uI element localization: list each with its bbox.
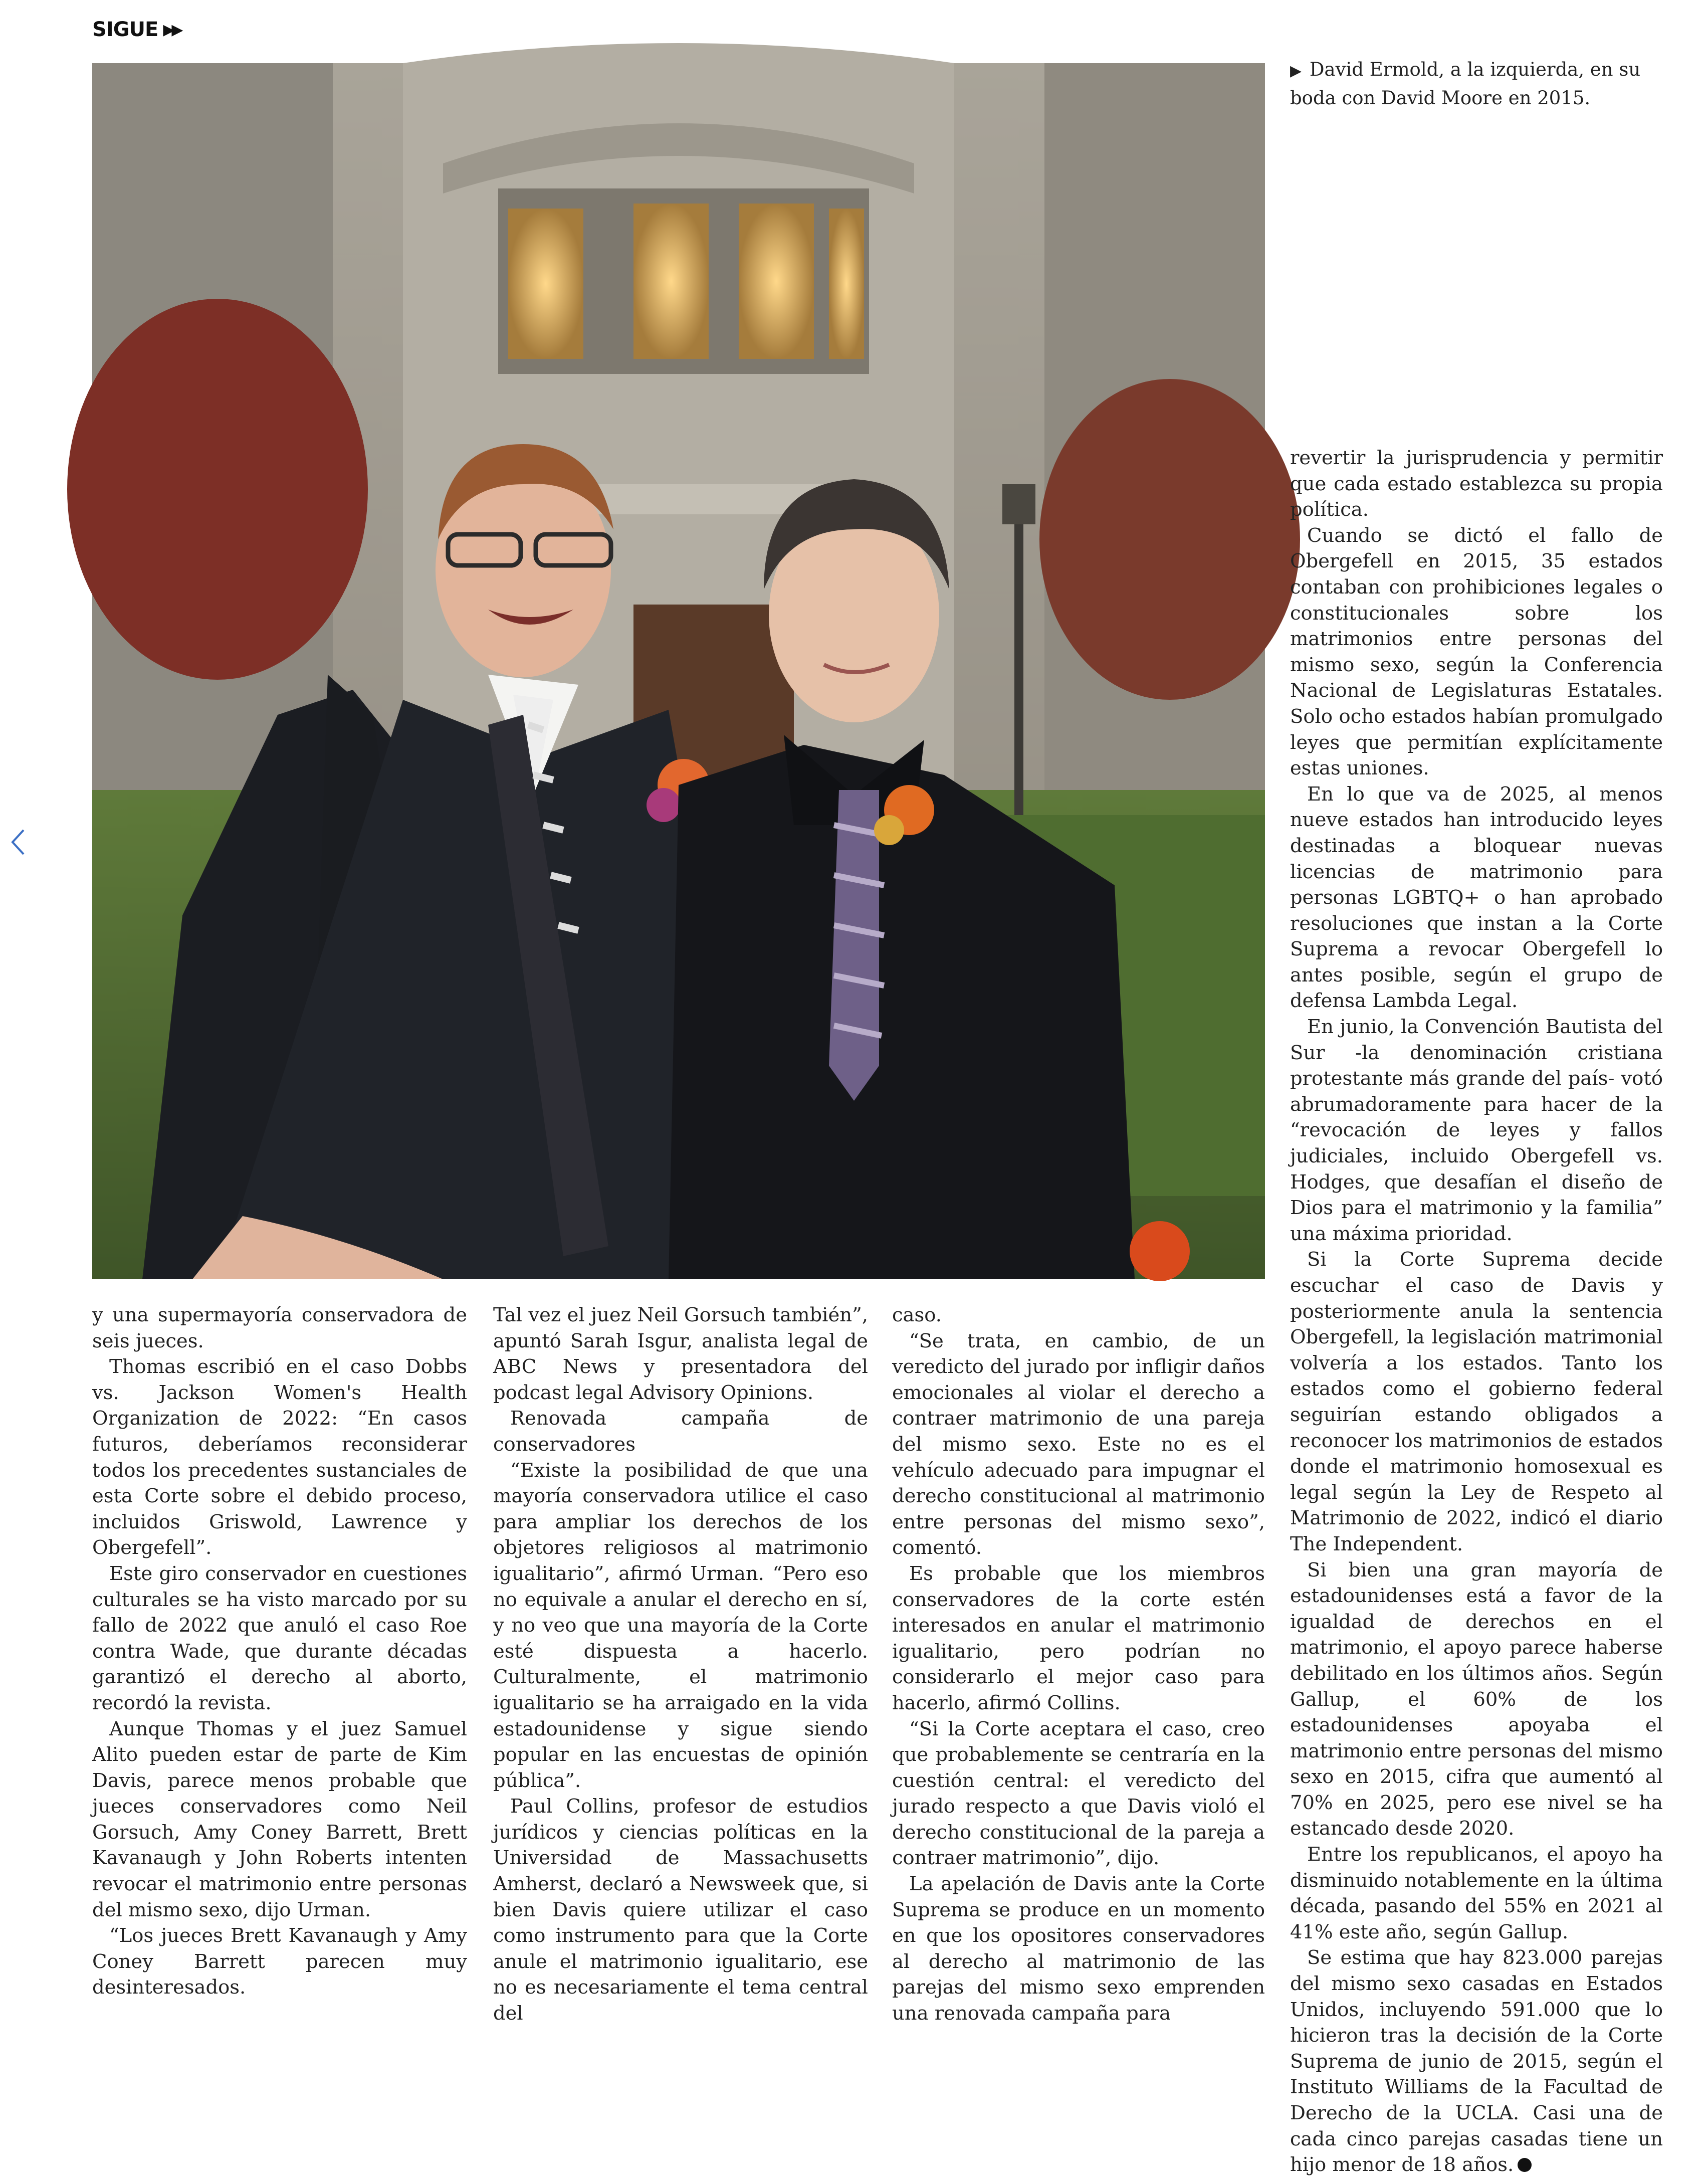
paragraph: “Si la Corte aceptara el caso, creo que probablemente se centraría en la cuestión central: el veredicto del jurado respecto a que Davis violó el derecho constitucional de la pareja a contraer matrimonio”, dijo. xyxy=(892,1717,1265,1870)
paragraph: Aunque Thomas y el juez Samuel Alito pueden estar de parte de Kim Davis, parece menos probable que jueces conservadores como Neil Gorsuch, Amy Coney Barrett, Brett Kavanaugh y John Roberts intenten revocar el matrimonio entre personas del mismo sexo, dijo Urman. xyxy=(92,1717,467,1921)
end-of-article-icon xyxy=(1518,2158,1532,2172)
article-column-1 xyxy=(92,1302,467,2001)
article-column-4 xyxy=(1290,445,1663,2178)
caption-text: David Ermold, a la izquierda, en su boda con David Moore en 2015. xyxy=(1290,59,1641,109)
article-column-2 xyxy=(493,1302,868,2027)
section-label xyxy=(92,18,180,41)
chevron-left-icon xyxy=(11,828,26,856)
paragraph-last xyxy=(1290,1945,1663,2177)
paragraph: caso. xyxy=(892,1304,942,1326)
article-column-3 xyxy=(892,1302,1265,2027)
paragraph: “Se trata, en cambio, de un veredicto del jurado por infligir daños emocionales al violar el derecho a contraer matrimonio de una pareja del mismo sexo. Este no es el vehículo adecuado para impugnar el derecho constitucional al matrimonio entre personas del mismo sexo”, comentó. xyxy=(892,1329,1265,1559)
photo-illustration xyxy=(92,63,1265,1279)
paragraph: “Existe la posibilidad de que una mayoría conservadora utilice el caso para ampliar los derechos de los objetores religiosos al matrimonio igualitario”, afirmó Urman. “Pero eso no equivale a anular el derecho en sí, y no veo que una mayoría de la Corte esté dispuesta a hacerlo. Culturalmente, el matrimonio igualitario se ha arraigado en la vida estadounidense y sigue siendo popular en las encuestas de opinión pública”. xyxy=(493,1459,868,1792)
paragraph: Entre los republicanos, el apoyo ha disminuido notablemente en la última década, pasando del 55% en 2021 al 41% este año, según Gallup. xyxy=(1290,1843,1663,1943)
double-arrow-icon: ▶▶ xyxy=(163,21,180,39)
last-paragraph-text: Se estima que hay 823.000 parejas del mismo sexo casadas en Estados Unidos, incluyendo 591.000 que lo hicieron tras la decisión de la Corte Suprema de junio de 2015, según el Instituto Williams de la Facultad de Derecho de la UCLA. Casi una de cada cinco parejas casadas tiene un hijo menor de 18 años. xyxy=(1290,1946,1663,2176)
paragraph: Tal vez el juez Neil Gorsuch también”, apuntó Sarah Isgur, analista legal de ABC News y presentadora del podcast legal Advisory Opinions. xyxy=(493,1304,868,1404)
paragraph: Es probable que los miembros conservadores de la corte estén interesados en anular el matrimonio igualitario, pero podrían no considerarlo el mejor caso para hacerlo, afirmó Collins. xyxy=(892,1562,1265,1714)
paragraph: En junio, la Convención Bautista del Sur -la denominación cristiana protestante más grande del país- votó abrumadoramente para hacer de la “revocación de leyes y fallos judiciales, incluido Obergefell vs. Hodges, que desafían el diseño de Dios para el matrimonio y la familia” una máxima prioridad. xyxy=(1290,1016,1663,1245)
section-subheading: Renovada campaña de conservadores xyxy=(493,1407,868,1456)
paragraph: La apelación de Davis ante la Corte Suprema se produce en un momento en que los opositores conservadores al derecho al matrimonio de las parejas del mismo sexo emprenden una renovada campaña para xyxy=(892,1873,1265,2025)
paragraph: En lo que va de 2025, al menos nueve estados han introducido leyes destinadas a bloquear nuevas licencias de matrimonio para personas LGBTQ+ o han aprobado resoluciones que instan a la Corte Suprema a revocar Obergefell lo antes posible, según el grupo de defensa Lambda Legal. xyxy=(1290,782,1663,1013)
previous-page-button[interactable] xyxy=(7,825,29,860)
paragraph: Paul Collins, profesor de estudios jurídicos y ciencias políticas en la Universidad de Massachusetts Amherst, declaró a Newsweek que, si bien Davis quiere utilizar el caso como instrumento para que la Corte anule el matrimonio igualitario, ese no es necesariamente el tema central del xyxy=(493,1795,868,2025)
caption-marker-icon: ▶ xyxy=(1290,62,1302,80)
paragraph: “Los jueces Brett Kavanaugh y Amy Coney Barrett parecen muy desinteresados. xyxy=(92,1924,467,1999)
paragraph: Si la Corte Suprema decide escuchar el caso de Davis y posteriormente anula la sentencia Obergefell, la legislación matrimonial volvería a los estados. Tanto los estados como el gobierno federal seguirían estando obligados a reconocer los matrimonios de estados donde el matrimonio homosexual es legal según la Ley de Respeto al Matrimonio de 2022, indicó el diario The Independent. xyxy=(1290,1248,1663,1555)
paragraph: revertir la jurisprudencia y permitir que cada estado establezca su propia política. xyxy=(1290,447,1663,521)
wedding-photo xyxy=(92,63,1265,1279)
section-label-text: SIGUE xyxy=(92,18,158,41)
paragraph: Thomas escribió en el caso Dobbs vs. Jackson Women's Health Organization de 2022: “En casos futuros, deberíamos reconsiderar todos los precedentes sustanciales de esta Corte sobre el debido proceso, incluidos Griswold, Lawrence y Obergefell”. xyxy=(92,1355,467,1559)
paragraph: Cuando se dictó el fallo de Obergefell en 2015, 35 estados contaban con prohibiciones legales o constitucionales sobre los matrimonios entre personas del mismo sexo, según la Conferencia Nacional de Legislaturas Estatales. Solo ocho estados habían promulgado leyes que permitían explícitamente estas uniones. xyxy=(1290,524,1663,780)
paragraph: Este giro conservador en cuestiones culturales se ha visto marcado por su fallo de 2022 que anuló el caso Roe contra Wade, que durante décadas garantizó el derecho al aborto, recordó la revista. xyxy=(92,1562,467,1714)
paragraph: y una supermayoría conservadora de seis jueces. xyxy=(92,1304,467,1352)
paragraph: Si bien una gran mayoría de estadounidenses está a favor de la igualdad de derechos en el matrimonio, el apoyo parece haberse debilitado en los últimos años. Según Gallup, el 60% de los estadounidenses apoyaba el matrimonio entre personas del mismo sexo en 2015, cifra que aumentó al 70% en 2025, pero ese nivel se ha estancado desde 2020. xyxy=(1290,1558,1663,1840)
photo-caption xyxy=(1290,56,1671,112)
